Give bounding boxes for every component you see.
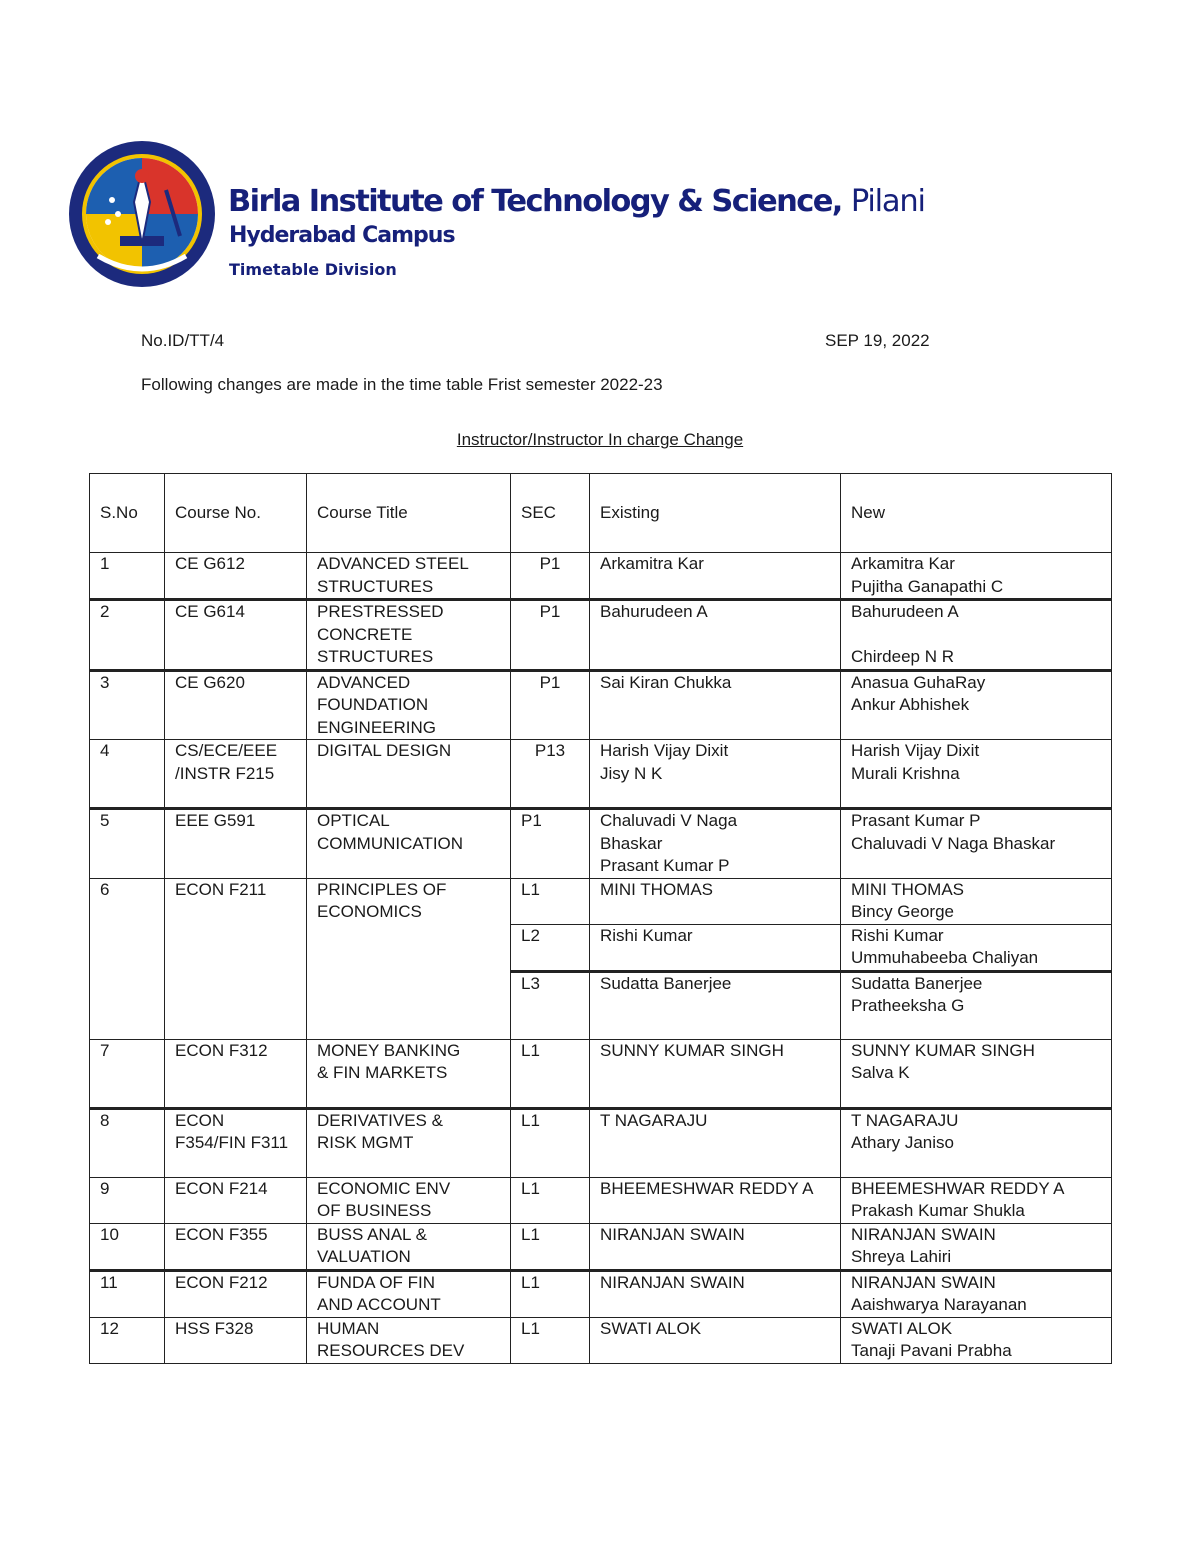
title-line: AND ACCOUNT (317, 1295, 441, 1314)
new-instructor (841, 1108, 1112, 1177)
institute-location: Pilani (850, 184, 925, 219)
title-line: STRUCTURES (317, 576, 434, 596)
new-instructor (841, 553, 1112, 600)
name-line: Sai Kiran Chukka (600, 672, 732, 692)
campus-name: Hyderabad Campus (229, 223, 455, 248)
serial-number: 7 (90, 1039, 165, 1108)
course-number: ECON F211 (165, 878, 307, 1039)
column-header: S.No (90, 474, 165, 553)
section-code: L2 (511, 924, 590, 971)
reference-number: No.ID/TT/4 (141, 331, 225, 350)
name-line: Athary Janiso (851, 1133, 954, 1152)
new-instructor (841, 670, 1112, 740)
existing-instructor (590, 1270, 841, 1317)
section-code: L1 (511, 1317, 590, 1363)
section-code: P1 (511, 809, 590, 879)
existing-instructor (590, 670, 841, 740)
name-line: Ummuhabeeba Chaliyan (851, 948, 1039, 967)
course-number: CE G614 (165, 600, 307, 671)
course-title (307, 1270, 511, 1317)
title-line: RISK MGMT (317, 1133, 414, 1152)
name-line: Sudatta Banerjee (851, 973, 983, 993)
table-row (90, 878, 1112, 924)
name-line: NIRANJAN SWAIN (600, 1224, 745, 1244)
name-line: Prakash Kumar Shukla (851, 1201, 1025, 1220)
section-code: L3 (511, 971, 590, 1039)
serial-number: 5 (90, 809, 165, 879)
title-line: BUSS ANAL & (317, 1224, 427, 1244)
name-line: Pujitha Ganapathi C (851, 576, 1004, 596)
course-title (307, 1317, 511, 1363)
course-number: ECON F355 (165, 1223, 307, 1270)
existing-instructor (590, 740, 841, 809)
new-instructor (841, 809, 1112, 879)
name-line: Anasua GuhaRay (851, 672, 986, 692)
column-header: SEC (511, 474, 590, 553)
course-number: HSS F328 (165, 1317, 307, 1363)
name-line: NIRANJAN SWAIN (851, 1272, 996, 1292)
title-line: PRESTRESSED (317, 602, 444, 621)
table-row (90, 740, 1112, 809)
existing-instructor (590, 553, 841, 600)
course-title (307, 809, 511, 879)
table-row (90, 809, 1112, 879)
intro-text: Following changes are made in the time table Frist semester 2022-23 (141, 375, 663, 394)
institute-name (228, 184, 925, 219)
existing-instructor (590, 878, 841, 924)
title-line: FUNDA OF FIN (317, 1272, 436, 1292)
course-title (307, 878, 511, 1039)
existing-instructor (590, 971, 841, 1039)
course-title (307, 1108, 511, 1177)
existing-instructor (590, 1108, 841, 1177)
course-title (307, 600, 511, 671)
changes-table (89, 473, 1112, 1364)
serial-number: 2 (90, 600, 165, 671)
section-code: P1 (511, 670, 590, 740)
section-code: L1 (511, 1223, 590, 1270)
name-line: Chirdeep N R (851, 647, 954, 666)
name-line: Chaluvadi V Naga (600, 811, 738, 830)
name-line: Rishi Kumar (600, 925, 693, 945)
title-line: ENGINEERING (317, 717, 437, 737)
name-line: Arkamitra Kar (600, 554, 704, 573)
table-row (90, 670, 1112, 740)
title-line: MONEY BANKING (317, 1040, 461, 1060)
new-instructor (841, 1039, 1112, 1108)
title-line: DERIVATIVES & (317, 1110, 443, 1130)
name-line: Prasant Kumar P (600, 856, 730, 875)
serial-number: 6 (90, 878, 165, 1039)
title-line: OPTICAL (317, 811, 390, 830)
serial-number: 10 (90, 1223, 165, 1270)
course-number: ECON F212 (165, 1270, 307, 1317)
name-line: Aaishwarya Narayanan (851, 1295, 1027, 1314)
name-line: Arkamitra Kar (851, 554, 955, 573)
column-header: New (841, 474, 1112, 553)
name-line: Rishi Kumar (851, 925, 944, 945)
name-line: T NAGARAJU (600, 1110, 708, 1130)
new-instructor (841, 1177, 1112, 1223)
title-line: STRUCTURES (317, 647, 434, 666)
section-code: P13 (511, 740, 590, 809)
title-line: DIGITAL DESIGN (317, 741, 452, 760)
serial-number: 12 (90, 1317, 165, 1363)
name-line: Bhaskar (600, 833, 663, 853)
section-code: L1 (511, 1270, 590, 1317)
existing-instructor (590, 1039, 841, 1108)
notice-date: SEP 19, 2022 (825, 331, 930, 350)
name-line: Jisy N K (600, 763, 663, 783)
title-line: & FIN MARKETS (317, 1063, 448, 1082)
serial-number: 8 (90, 1108, 165, 1177)
new-instructor (841, 1223, 1112, 1270)
new-instructor (841, 971, 1112, 1039)
serial-number: 11 (90, 1270, 165, 1317)
institute-name-main: Birla Institute of Technology & Science, (228, 184, 842, 219)
title-line: FOUNDATION (317, 695, 429, 714)
serial-number: 9 (90, 1177, 165, 1223)
name-line: Chaluvadi V Naga Bhaskar (851, 833, 1056, 853)
new-instructor (841, 740, 1112, 809)
name-line: Bahurudeen A (600, 602, 708, 621)
name-line: NIRANJAN SWAIN (851, 1224, 996, 1244)
table-row (90, 553, 1112, 600)
title-line: CONCRETE (317, 624, 413, 644)
new-instructor (841, 600, 1112, 671)
table-row (90, 1223, 1112, 1270)
name-line: Pratheeksha G (851, 996, 965, 1015)
name-line: BHEEMESHWAR REDDY A (851, 1178, 1065, 1198)
existing-instructor (590, 924, 841, 971)
title-line: ADVANCED (317, 672, 411, 692)
name-line: Tanaji Pavani Prabha (851, 1341, 1012, 1360)
table-row (90, 1317, 1112, 1363)
course-title (307, 553, 511, 600)
title-line: RESOURCES DEV (317, 1341, 465, 1360)
name-line: Ankur Abhishek (851, 695, 970, 714)
new-instructor (841, 1317, 1112, 1363)
course-title (307, 670, 511, 740)
existing-instructor (590, 600, 841, 671)
section-code: L1 (511, 1177, 590, 1223)
title-line: OF BUSINESS (317, 1201, 432, 1220)
table-header-row (90, 474, 1112, 553)
name-line: Harish Vijay Dixit (600, 741, 729, 760)
new-instructor (841, 1270, 1112, 1317)
title-line: HUMAN (317, 1318, 380, 1338)
table-row (90, 1177, 1112, 1223)
name-line: Harish Vijay Dixit (851, 741, 980, 760)
course-title (307, 1223, 511, 1270)
title-line: ADVANCED STEEL (317, 554, 469, 573)
name-line: NIRANJAN SWAIN (600, 1272, 745, 1292)
new-instructor (841, 878, 1112, 924)
column-header: Course Title (307, 474, 511, 553)
title-line: COMMUNICATION (317, 833, 464, 853)
course-title (307, 740, 511, 809)
section-code: P1 (511, 553, 590, 600)
title-line: ECONOMICS (317, 902, 422, 921)
division-name: Timetable Division (229, 260, 397, 279)
institute-logo (68, 140, 216, 288)
course-number: ECON F354/FIN F311 (165, 1108, 307, 1177)
name-line: T NAGARAJU (851, 1110, 959, 1130)
section-code: L1 (511, 1108, 590, 1177)
serial-number: 1 (90, 553, 165, 600)
course-number: CE G612 (165, 553, 307, 600)
column-header: Course No. (165, 474, 307, 553)
name-line: Bahurudeen A (851, 602, 959, 621)
course-number: ECON F214 (165, 1177, 307, 1223)
name-line: SUNNY KUMAR SINGH (600, 1040, 784, 1060)
name-line: SWATI ALOK (600, 1318, 702, 1338)
title-line: VALUATION (317, 1247, 411, 1266)
name-line: Bincy George (851, 902, 954, 921)
new-instructor (841, 924, 1112, 971)
course-title (307, 1039, 511, 1108)
name-line: Prasant Kumar P (851, 811, 981, 830)
name-line: Sudatta Banerjee (600, 973, 732, 993)
course-number: ECON F312 (165, 1039, 307, 1108)
title-line: PRINCIPLES OF (317, 879, 447, 899)
section-code: P1 (511, 600, 590, 671)
existing-instructor: BHEEMESHWAR REDDY A (590, 1177, 841, 1223)
course-number: CS/ECE/EEE /INSTR F215 (165, 740, 307, 809)
name-line: SWATI ALOK (851, 1318, 953, 1338)
serial-number: 3 (90, 670, 165, 740)
name-line: SUNNY KUMAR SINGH (851, 1040, 1035, 1060)
table-row (90, 600, 1112, 671)
existing-instructor (590, 1223, 841, 1270)
existing-instructor (590, 1317, 841, 1363)
serial-number: 4 (90, 740, 165, 809)
table-row (90, 1108, 1112, 1177)
title-line: ECONOMIC ENV (317, 1178, 451, 1198)
name-line: MINI THOMAS (851, 879, 965, 899)
table-row (90, 1270, 1112, 1317)
table-row (90, 1039, 1112, 1108)
name-line: MINI THOMAS (600, 879, 714, 899)
course-number: EEE G591 (165, 809, 307, 879)
section-code: L1 (511, 1039, 590, 1108)
section-code: L1 (511, 878, 590, 924)
name-line: Shreya Lahiri (851, 1247, 952, 1266)
existing-instructor (590, 809, 841, 879)
course-number: CE G620 (165, 670, 307, 740)
section-title: Instructor/Instructor In charge Change (456, 430, 744, 449)
column-header: Existing (590, 474, 841, 553)
course-title (307, 1177, 511, 1223)
name-line: Murali Krishna (851, 763, 960, 783)
name-line: Salva K (851, 1063, 910, 1082)
